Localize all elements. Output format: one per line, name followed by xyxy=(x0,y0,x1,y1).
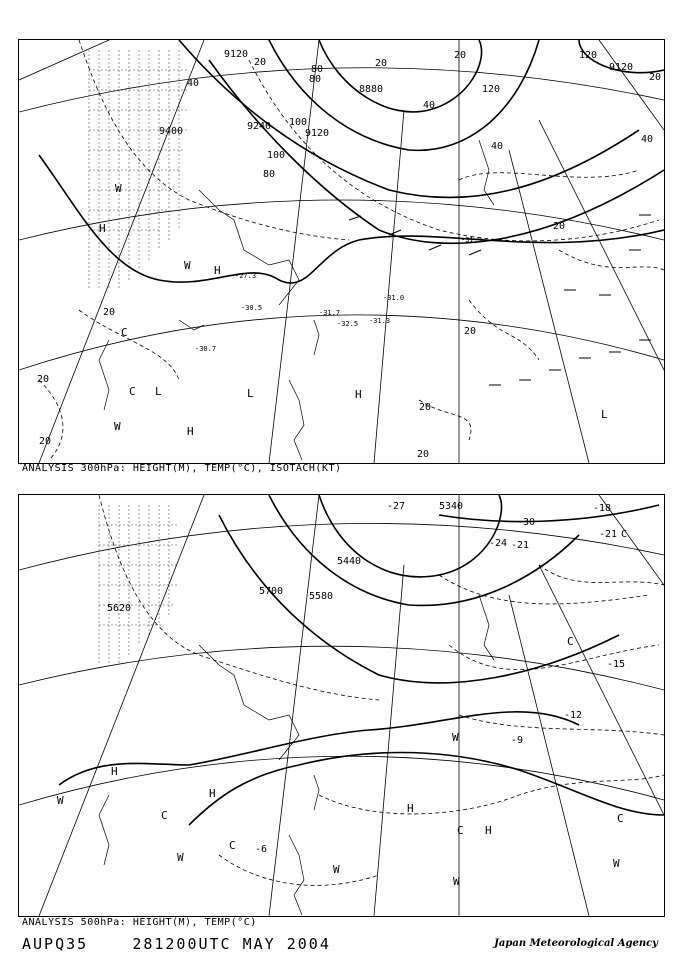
temp-label: -6 xyxy=(255,844,268,855)
height-label: 9240 xyxy=(247,121,272,132)
temp-label: -30 xyxy=(517,517,536,528)
isotach-label: 40 xyxy=(491,141,504,152)
height-label: 5620 xyxy=(107,603,132,614)
height-contours xyxy=(59,495,664,825)
isotach-label: 20 xyxy=(417,449,430,460)
height-label: 9120 xyxy=(609,62,634,73)
temp-label: -31.3 xyxy=(369,317,391,325)
caption-300hpa: ANALYSIS 300hPa: HEIGHT(M), TEMP(°C), ISOTACH(KT) xyxy=(22,463,342,474)
system-marker: H xyxy=(111,765,118,778)
height-label: 5580 xyxy=(309,591,334,602)
isotach-label: 120 xyxy=(482,84,501,95)
temp-label: -12 xyxy=(564,710,583,721)
isotach-label: 20 xyxy=(553,221,566,232)
system-marker: H xyxy=(214,264,221,277)
isotach-label: 120 xyxy=(579,50,598,61)
system-marker: C xyxy=(161,809,168,822)
temp-label: -15 xyxy=(607,659,626,670)
coastline xyxy=(99,140,494,460)
isotach-label: 80 xyxy=(263,169,276,180)
chart-code: AUPQ35 xyxy=(22,935,89,953)
temp-label: -27 xyxy=(387,501,406,512)
temp-label: -31.9 xyxy=(461,236,483,244)
map-500hpa-canvas xyxy=(19,495,664,916)
isotach-label: 40 xyxy=(641,134,654,145)
height-label: 9120 xyxy=(305,128,330,139)
system-marker: H xyxy=(485,824,492,837)
isotach-label: 40 xyxy=(187,78,200,89)
system-marker: W xyxy=(613,857,620,870)
height-label: 5700 xyxy=(259,586,284,597)
jet-hatch xyxy=(89,50,189,290)
isotach-label: 20 xyxy=(419,402,432,413)
temp-label: -27.3 xyxy=(235,272,257,280)
chart-identifier xyxy=(22,935,331,953)
isotach-label: 20 xyxy=(37,374,50,385)
system-marker: C xyxy=(617,812,624,825)
temp-label: -18 xyxy=(593,503,612,514)
isotach-label: 20 xyxy=(649,72,662,83)
isotach-label: 80 xyxy=(309,74,322,85)
system-marker: C xyxy=(567,635,574,648)
map-500hpa xyxy=(18,494,665,917)
hatched-region xyxy=(99,505,179,665)
isotach-label: 20 xyxy=(464,326,477,337)
coastline xyxy=(99,595,494,915)
isotach-label: 20 xyxy=(254,57,267,68)
isotach-label: 20 xyxy=(375,58,388,69)
pressure-systems xyxy=(57,635,624,888)
graticule xyxy=(19,40,664,463)
temp-label: C xyxy=(621,529,628,540)
isotach-label: 20 xyxy=(103,307,116,318)
system-marker: W xyxy=(453,875,460,888)
system-marker: C xyxy=(457,824,464,837)
height-contours xyxy=(39,40,664,283)
system-marker: L xyxy=(601,408,608,421)
temp-label: -32.5 xyxy=(337,320,359,328)
isotach-label: 100 xyxy=(289,117,308,128)
height-label: 5440 xyxy=(337,556,362,567)
temp-label: -30.5 xyxy=(241,304,263,312)
system-marker: H xyxy=(99,222,106,235)
system-marker: C xyxy=(229,839,236,852)
valid-time: 281200UTC MAY 2004 xyxy=(132,935,331,953)
temp-label: -24 xyxy=(489,538,508,549)
height-label: 8880 xyxy=(359,84,384,95)
temp-label: -30.7 xyxy=(195,345,217,353)
temp-label: -9 xyxy=(511,735,524,746)
system-marker: W xyxy=(184,259,191,272)
system-marker: H xyxy=(187,425,194,438)
agency-name: Japan Meteorological Agency xyxy=(494,938,658,949)
system-marker: C xyxy=(129,385,136,398)
caption-500hpa: ANALYSIS 500hPa: HEIGHT(M), TEMP(°C) xyxy=(22,917,257,928)
system-marker: W xyxy=(177,851,184,864)
system-marker: W xyxy=(57,794,64,807)
isotach-label: 20 xyxy=(39,436,52,447)
isotach-label: 40 xyxy=(423,100,436,111)
system-marker: H xyxy=(209,787,216,800)
system-marker: W xyxy=(114,420,121,433)
temp-labels xyxy=(195,236,482,353)
height-label: 5340 xyxy=(439,501,464,512)
map-300hpa xyxy=(18,39,665,464)
system-marker: W xyxy=(115,182,122,195)
system-marker: L xyxy=(247,387,254,400)
isotach-label: 20 xyxy=(454,50,467,61)
height-label: 9400 xyxy=(159,126,184,137)
system-marker: C xyxy=(121,326,128,339)
isotach-label: 80 xyxy=(311,64,324,75)
temp-label: -31.0 xyxy=(383,294,405,302)
pressure-systems xyxy=(99,182,608,438)
system-marker: W xyxy=(333,863,340,876)
temp-label: -21 xyxy=(511,540,530,551)
isotach-label: 100 xyxy=(267,150,286,161)
system-marker: H xyxy=(355,388,362,401)
height-labels xyxy=(159,49,633,139)
height-labels xyxy=(107,501,463,614)
system-marker: W xyxy=(452,731,459,744)
map-300hpa-canvas xyxy=(19,40,664,463)
height-label: 9120 xyxy=(224,49,249,60)
temp-label: -31.7 xyxy=(319,309,341,317)
system-marker: H xyxy=(407,802,414,815)
temp-label: -21 xyxy=(599,529,618,540)
system-marker: L xyxy=(155,385,162,398)
